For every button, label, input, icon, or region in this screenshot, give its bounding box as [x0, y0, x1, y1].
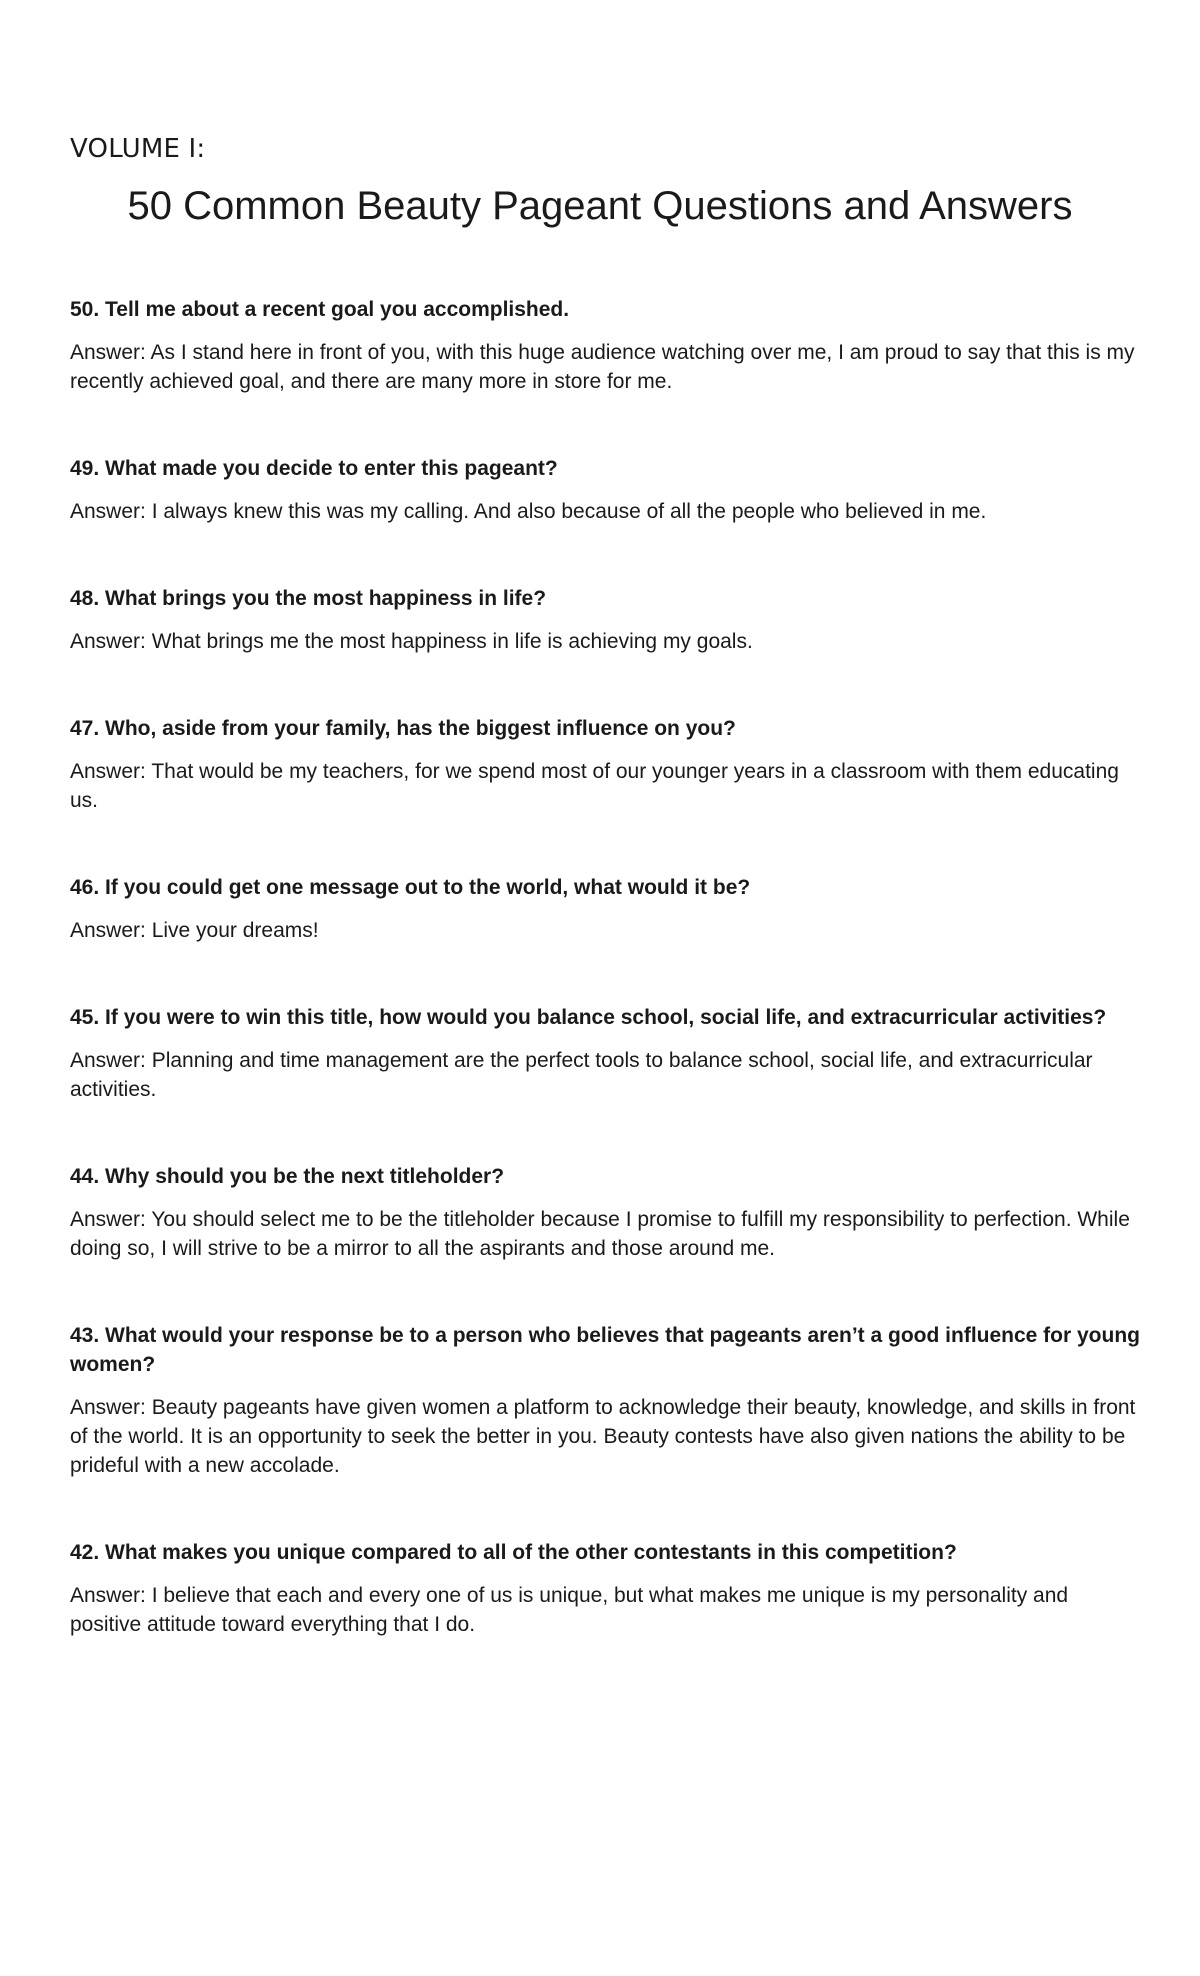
question-43: 43. What would your response be to a person who believes that pageants aren’t a good influence for young women?: [70, 1324, 1140, 1376]
qa-item-46: [70, 873, 1140, 945]
qa-item-44: [70, 1162, 1140, 1263]
qa-item-45: [70, 1003, 1140, 1104]
answer-50: Answer: As I stand here in front of you, with this huge audience watching over me, I am proud to say that this is my recently achieved goal, and there are many more in store for me.: [70, 341, 1135, 393]
question-46: 46. If you could get one message out to the world, what would it be?: [70, 876, 751, 899]
qa-item-43: [70, 1321, 1140, 1480]
answer-46: Answer: Live your dreams!: [70, 919, 319, 942]
answer-45: Answer: Planning and time management are the perfect tools to balance school, social life, and extracurricular activities.: [70, 1049, 1093, 1101]
qa-list: [70, 295, 1140, 1697]
qa-item-48: [70, 584, 1140, 656]
qa-item-47: [70, 714, 1140, 815]
answer-43: Answer: Beauty pageants have given women a platform to acknowledge their beauty, knowledge, and skills in front of the world. It is an opportunity to seek the better in you. Beauty contests have also given nations the ability to be prideful with a new accolade.: [70, 1396, 1136, 1477]
qa-item-49: [70, 454, 1140, 526]
qa-item-50: [70, 295, 1140, 396]
question-44: 44. Why should you be the next titleholder?: [70, 1165, 505, 1188]
question-45: 45. If you were to win this title, how would you balance school, social life, and extracurricular activities?: [70, 1006, 1107, 1029]
answer-47: Answer: That would be my teachers, for we spend most of our younger years in a classroom with them educating us.: [70, 760, 1119, 812]
question-50: 50. Tell me about a recent goal you accomplished.: [70, 298, 570, 321]
volume-label: VOLUME I:: [70, 134, 206, 164]
page-title: 50 Common Beauty Pageant Questions and Answers: [127, 184, 1073, 228]
question-48: 48. What brings you the most happiness in life?: [70, 587, 547, 610]
question-47: 47. Who, aside from your family, has the biggest influence on you?: [70, 717, 736, 740]
answer-49: Answer: I always knew this was my calling. And also because of all the people who believed in me.: [70, 500, 987, 523]
answer-42: Answer: I believe that each and every one of us is unique, but what makes me unique is my personality and positive attitude toward everything that I do.: [70, 1584, 1069, 1636]
question-42: 42. What makes you unique compared to all of the other contestants in this competition?: [70, 1541, 957, 1564]
question-49: 49. What made you decide to enter this pageant?: [70, 457, 558, 480]
answer-48: Answer: What brings me the most happiness in life is achieving my goals.: [70, 630, 753, 653]
qa-item-42: [70, 1538, 1140, 1639]
answer-44: Answer: You should select me to be the titleholder because I promise to fulfill my responsibility to perfection. While doing so, I will strive to be a mirror to all the aspirants and those around me.: [70, 1208, 1130, 1260]
